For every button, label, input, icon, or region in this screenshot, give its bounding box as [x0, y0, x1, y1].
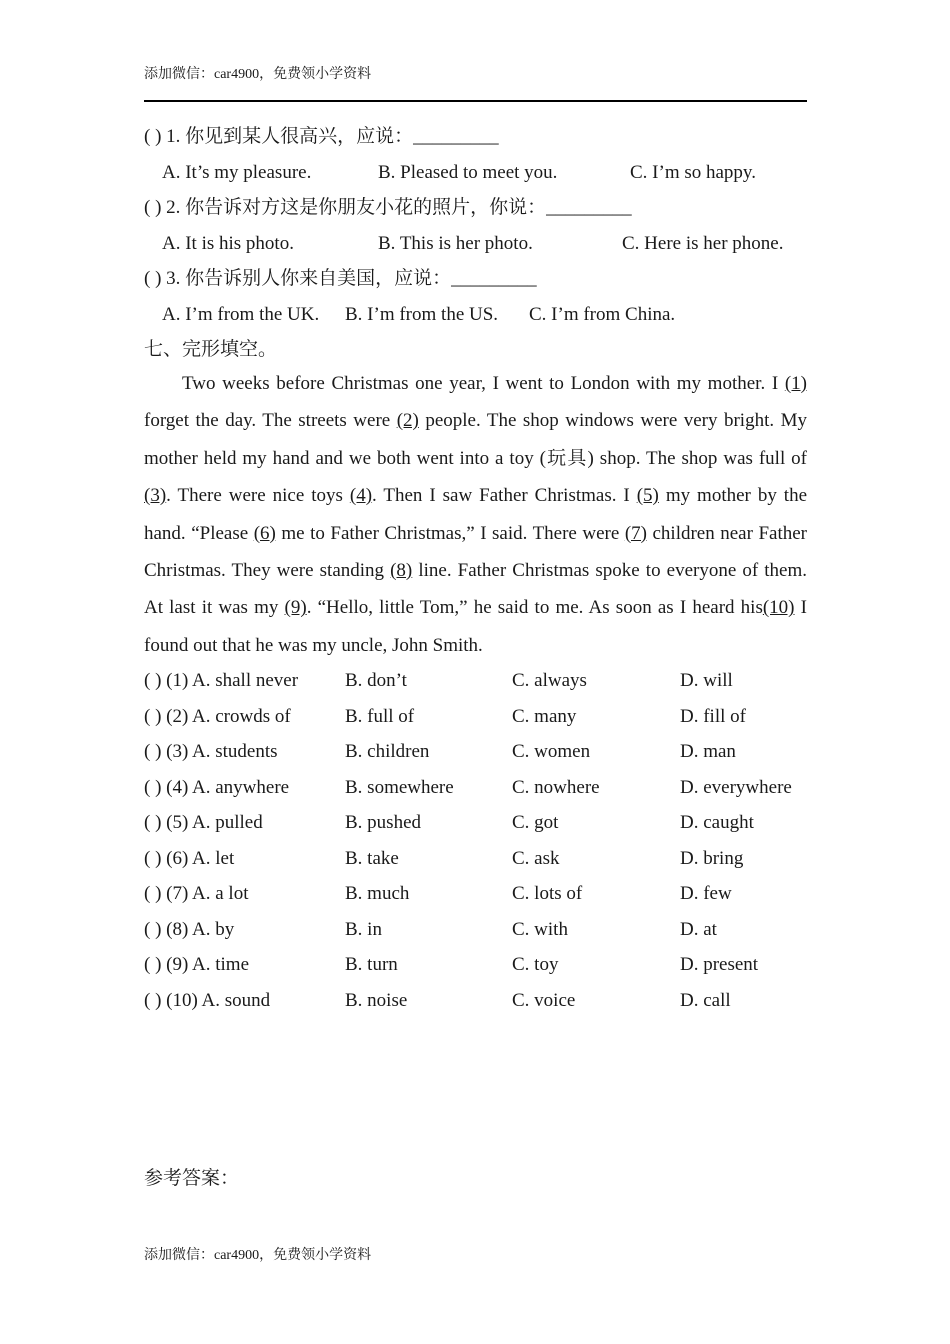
header-divider — [144, 100, 807, 102]
question-3-prompt: ( ) 3. 你告诉别人你来自美国，应说：_________ — [144, 268, 537, 289]
choice-a: ( ) (2) A. crowds of — [144, 705, 291, 727]
blank-6: (6) — [253, 522, 276, 544]
choice-d: D. at — [680, 918, 717, 940]
choice-c: C. voice — [512, 989, 576, 1011]
choice-b: B. don’t — [345, 670, 407, 691]
option-c: C. I’m from China. — [529, 304, 676, 325]
blank-9: (9) — [284, 597, 307, 619]
choice-b: B. noise — [345, 989, 408, 1011]
option-a: A. It is his photo. — [162, 233, 294, 254]
blank-10: (10) — [762, 597, 795, 619]
choice-a: ( ) (3) A. students — [144, 741, 278, 762]
choice-a: ( ) (9) A. time — [144, 954, 250, 975]
choice-c: C. many — [512, 705, 577, 727]
choice-c: C. got — [512, 812, 559, 833]
choice-b: B. pushed — [345, 812, 421, 833]
choice-d: D. will — [680, 670, 733, 691]
choice-d: D. few — [680, 883, 732, 904]
choice-a: ( ) (8) A. by — [144, 918, 235, 940]
choice-d: D. bring — [680, 847, 744, 869]
blank-2: (2) — [396, 410, 419, 432]
choice-b: B. in — [345, 918, 382, 940]
option-a: A. It’s my pleasure. — [162, 162, 312, 183]
blank-1: (1) — [784, 373, 807, 394]
choice-d: D. call — [680, 989, 731, 1011]
blank-5: (5) — [636, 485, 659, 507]
choice-a: ( ) (6) A. let — [144, 847, 235, 869]
page-footer: 添加微信：car4900，免费领小学资料 — [144, 1248, 372, 1263]
choice-c: C. always — [512, 670, 587, 691]
question-2-prompt: ( ) 2. 你告诉对方这是你朋友小花的照片，你说：_________ — [144, 197, 632, 218]
cloze-passage: Two weeks before Christmas one year, I went to London with my mother. I (1) forget the day. The streets were (2) people. The shop windows were very bright. My mother held my hand and we both went into a toy (玩具) shop. The shop was full of (3). There were nice toys (4). Then I saw Father Christmas. I (5) my mother by the hand. “Please (6) me to Father Christmas,” I said. There were (7) children near Father Christmas. They were standing (8) line. Father Christmas spoke to everyone of them. At last it was my (9). “Hello, little Tom,” he said to me. As soon as I heard his(10) I found out that he was my uncle, John Smith. — [144, 373, 807, 656]
blank-8: (8) — [390, 560, 413, 582]
choice-a: ( ) (10) A. sound — [144, 989, 271, 1011]
choice-c: C. lots of — [512, 883, 583, 904]
option-b: B. I’m from the US. — [345, 304, 499, 325]
choice-c: C. women — [512, 741, 591, 762]
choice-c: C. ask — [512, 847, 560, 869]
choice-a: ( ) (7) A. a lot — [144, 883, 249, 904]
choice-b: B. turn — [345, 954, 398, 975]
choice-d: D. fill of — [680, 705, 746, 727]
choice-c: C. toy — [512, 954, 559, 975]
option-a: A. I’m from the UK. — [162, 304, 320, 325]
choice-d: D. man — [680, 741, 736, 762]
option-b: B. This is her photo. — [378, 233, 533, 254]
section-title-cloze: 七、完形填空。 — [144, 339, 278, 360]
choice-b: B. somewhere — [345, 776, 454, 798]
option-c: C. Here is her phone. — [622, 233, 784, 254]
choice-a: ( ) (4) A. anywhere — [144, 776, 290, 798]
question-1-prompt: ( ) 1. 你见到某人很高兴，应说：_________ — [144, 126, 499, 147]
blank-3: (3) — [144, 485, 167, 507]
blank-4: (4) — [349, 485, 373, 507]
choice-b: B. children — [345, 741, 430, 762]
choice-d: D. present — [680, 954, 759, 975]
choice-b: B. full of — [345, 705, 415, 727]
answer-key-title: 参考答案： — [144, 1168, 240, 1189]
choice-a: ( ) (5) A. pulled — [144, 812, 263, 833]
choice-a: ( ) (1) A. shall never — [144, 670, 299, 691]
blank-7: (7) — [624, 522, 647, 544]
choice-d: D. everywhere — [680, 776, 792, 798]
choice-b: B. much — [345, 883, 410, 904]
choice-c: C. nowhere — [512, 776, 600, 798]
option-c: C. I’m so happy. — [630, 162, 756, 183]
page-header: 添加微信：car4900，免费领小学资料 — [144, 67, 372, 82]
choice-d: D. caught — [680, 812, 754, 833]
choice-b: B. take — [345, 847, 399, 869]
choice-c: C. with — [512, 918, 568, 940]
option-b: B. Pleased to meet you. — [378, 162, 558, 183]
